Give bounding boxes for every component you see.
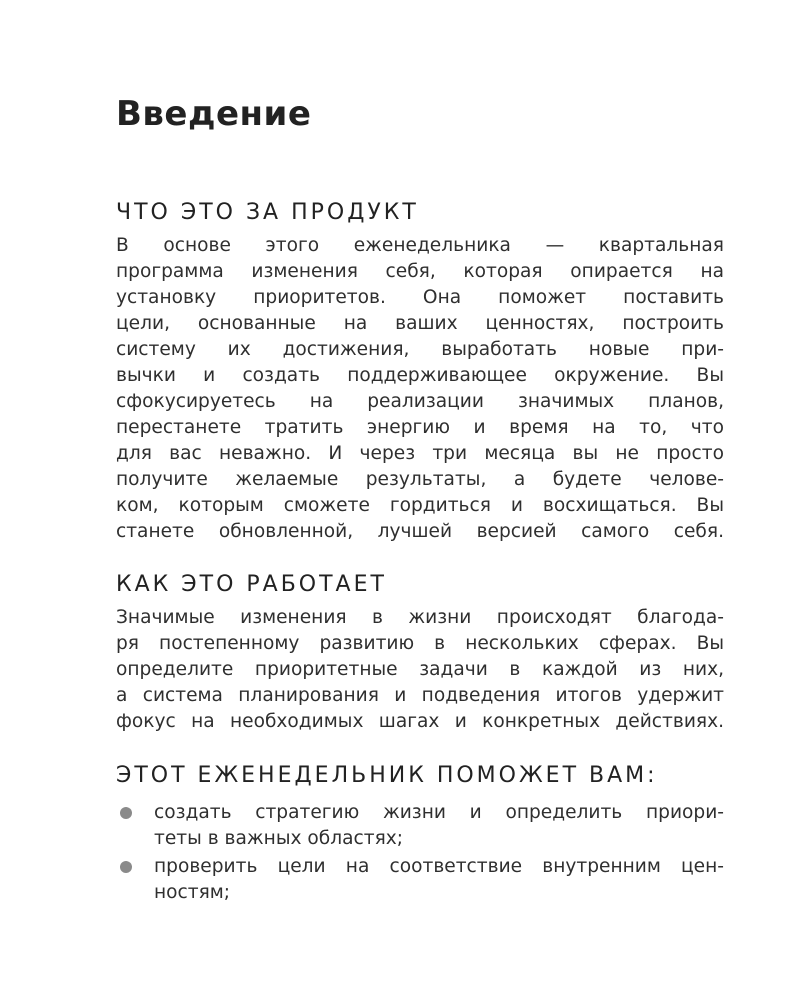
- paragraph-line: для вас неважно. И через три месяца вы не просто: [116, 443, 724, 464]
- bullet-line: теты в важных областях;: [154, 828, 404, 849]
- section-heading-this-weekly-will-help: ЭТОТ ЕЖЕНЕДЕЛЬНИК ПОМОЖЕТ ВАМ:: [116, 763, 658, 788]
- paragraph-line: вычки и создать поддерживающее окружение. Вы: [116, 365, 724, 386]
- paragraph-line: сфокусируетесь на реализации значимых планов,: [116, 391, 724, 412]
- paragraph-line: фокус на необходимых шагах и конкретных действиях.: [116, 711, 724, 732]
- paragraph-line: ря постепенному развитию в нескольких сферах. Вы: [116, 633, 724, 654]
- paragraph-line: ком, которым сможете гордиться и восхищаться. Вы: [116, 495, 724, 516]
- bullet-line: проверить цели на соответствие внутренним цен-: [154, 856, 724, 877]
- page-title: Введение: [116, 94, 312, 134]
- paragraph-line: установку приоритетов. Она поможет поставить: [116, 287, 724, 308]
- bullet-dot-icon: [120, 807, 132, 819]
- section-heading-how-it-works: КАК ЭТО РАБОТАЕТ: [116, 572, 387, 597]
- paragraph-line: определите приоритетные задачи в каждой из них,: [116, 659, 724, 680]
- paragraph-line: Значимые изменения в жизни происходят благода-: [116, 607, 724, 628]
- bullet-line: создать стратегию жизни и определить приори-: [154, 802, 724, 823]
- paragraph-line: станете обновленной, лучшей версией самого себя.: [116, 521, 724, 542]
- paragraph-line: систему их достижения, выработать новые при-: [116, 339, 724, 360]
- bullet-dot-icon: [120, 861, 132, 873]
- paragraph-line: получите желаемые результаты, а будете челове-: [116, 469, 724, 490]
- paragraph-line: перестанете тратить энергию и время на то, что: [116, 417, 724, 438]
- section-heading-what-is-it: ЧТО ЭТО ЗА ПРОДУКТ: [116, 200, 419, 225]
- paragraph-line: а система планирования и подведения итогов удержит: [116, 685, 724, 706]
- paragraph-line: программа изменения себя, которая опирается на: [116, 261, 724, 282]
- bullet-line: ностям;: [154, 882, 231, 903]
- paragraph-line: В основе этого еженедельника — квартальная: [116, 235, 724, 256]
- paragraph-line: цели, основанные на ваших ценностях, построить: [116, 313, 724, 334]
